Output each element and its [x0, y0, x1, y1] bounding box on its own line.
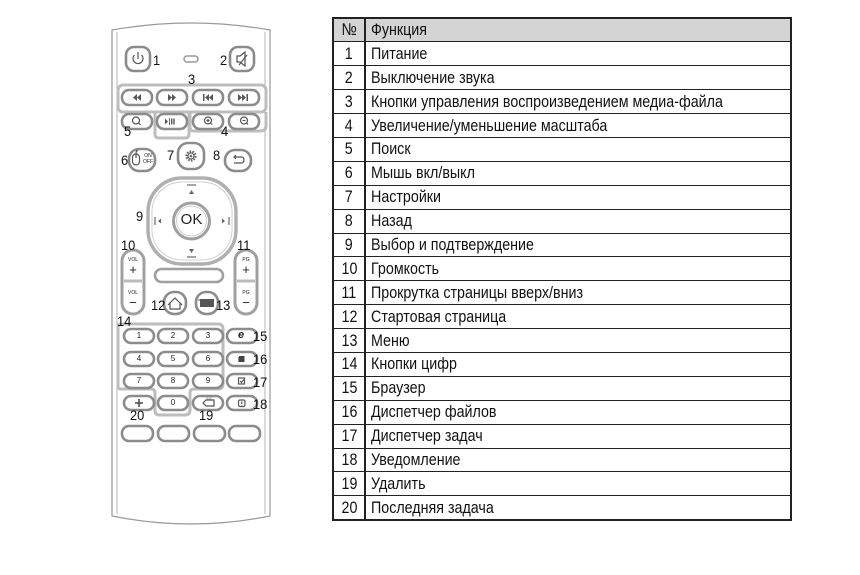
row-number: 14 [333, 352, 365, 376]
table-row [333, 209, 791, 233]
power-button[interactable] [126, 47, 150, 71]
row-number: 18 [333, 448, 365, 472]
row-function: Меню [365, 329, 791, 353]
ok-label: OK [180, 211, 203, 228]
pg-plus-icon: + [242, 262, 250, 277]
row-function: Кнопки управления воспроизведением медиа-файла [365, 90, 791, 114]
vol-minus-icon: − [129, 295, 137, 310]
next-button[interactable] [229, 90, 259, 105]
table-row [333, 281, 791, 305]
row-number: 1 [333, 42, 365, 66]
digit-label-8: 8 [170, 376, 176, 385]
row-function: Кнопки цифр [365, 352, 791, 376]
row-function: Выбор и подтверждение [365, 233, 791, 257]
row-number: 8 [333, 209, 365, 233]
callout-12: 12 [151, 297, 166, 313]
row-function: Браузер [365, 376, 791, 400]
row-function: Удалить [365, 472, 791, 496]
settings-button[interactable] [178, 143, 204, 169]
row-function: Настройки [365, 185, 791, 209]
row-function: Диспетчер файлов [365, 400, 791, 424]
header-function: Функция [365, 18, 791, 42]
digit-label-7: 7 [136, 376, 142, 385]
center-long-button[interactable] [155, 269, 223, 282]
digit-label-2: 2 [170, 331, 176, 340]
digit-label-6: 6 [205, 354, 211, 363]
callout-11: 11 [237, 237, 251, 253]
row-number: 10 [333, 257, 365, 281]
row-number: 11 [333, 281, 365, 305]
digit-label-0: 0 [170, 398, 176, 407]
callout-14: 14 [117, 313, 132, 329]
browser-icon: e [237, 329, 245, 341]
function-table [332, 17, 792, 521]
row-number: 6 [333, 161, 365, 185]
callout-1: 1 [153, 52, 161, 68]
table-row [333, 400, 791, 424]
callout-7: 7 [167, 147, 175, 163]
callout-17: 17 [253, 374, 268, 390]
table-row [333, 257, 791, 281]
mouse-on-label: ON [144, 153, 152, 159]
digit-label-9: 9 [205, 376, 211, 385]
color-key-3[interactable] [194, 426, 225, 441]
mute-button[interactable] [230, 47, 254, 71]
zoom-out-button[interactable] [229, 114, 259, 129]
table-row [333, 448, 791, 472]
back-button[interactable] [225, 150, 251, 171]
table-row [333, 376, 791, 400]
previous-button[interactable] [193, 90, 223, 105]
row-function: Увеличение/уменьшение масштаба [365, 114, 791, 138]
table-row [333, 66, 791, 90]
color-key-1[interactable] [122, 426, 153, 441]
table-row [333, 352, 791, 376]
row-function: Питание [365, 42, 791, 66]
remote-diagram [108, 20, 274, 530]
table-row [333, 90, 791, 114]
callout-18: 18 [253, 396, 268, 412]
led-indicator [184, 56, 198, 62]
table-row [333, 233, 791, 257]
callout-19: 19 [199, 407, 214, 423]
mouse-off-label: OFF [143, 159, 153, 165]
row-function: Выключение звука [365, 66, 791, 90]
row-function: Стартовая страница [365, 305, 791, 329]
row-function: Громкость [365, 257, 791, 281]
menu-icon [199, 299, 215, 307]
pg-up-label: PG [242, 257, 250, 263]
rewind-button[interactable] [122, 90, 152, 105]
row-number: 20 [333, 496, 365, 520]
row-function: Диспетчер задач [365, 424, 791, 448]
row-number: 12 [333, 305, 365, 329]
callout-15: 15 [253, 328, 268, 344]
home-button[interactable] [164, 292, 186, 314]
table-header-row [333, 18, 791, 42]
callout-10: 10 [121, 237, 136, 253]
zoom-in-button[interactable] [193, 114, 223, 129]
color-key-4[interactable] [229, 426, 260, 441]
digit-label-1: 1 [136, 331, 142, 340]
row-function: Уведомление [365, 448, 791, 472]
row-number: 17 [333, 424, 365, 448]
callout-9: 9 [136, 208, 144, 224]
table-row [333, 114, 791, 138]
color-key-2[interactable] [158, 426, 189, 441]
play-pause-button[interactable] [157, 114, 187, 129]
pg-down-label: PG [242, 290, 250, 296]
callout-13: 13 [216, 297, 231, 313]
digit-label-3: 3 [205, 331, 211, 340]
table-row [333, 472, 791, 496]
vol-down-label: VOL [127, 290, 138, 296]
row-function: Прокрутка страницы вверх/вниз [365, 281, 791, 305]
table-row [333, 424, 791, 448]
vol-plus-icon: + [129, 262, 137, 277]
callout-6: 6 [121, 152, 129, 168]
row-number: 3 [333, 90, 365, 114]
table-row [333, 329, 791, 353]
row-function: Поиск [365, 137, 791, 161]
row-number: 15 [333, 376, 365, 400]
header-number: № [333, 18, 365, 42]
row-number: 4 [333, 114, 365, 138]
row-function: Мышь вкл/выкл [365, 161, 791, 185]
row-number: 19 [333, 472, 365, 496]
callout-4: 4 [221, 123, 229, 139]
callout-3: 3 [188, 71, 196, 87]
table-row [333, 161, 791, 185]
table-row [333, 305, 791, 329]
digit-label-4: 4 [136, 354, 142, 363]
fast-forward-button[interactable] [157, 90, 187, 105]
row-number: 2 [333, 66, 365, 90]
menu-button[interactable] [196, 292, 218, 314]
row-number: 7 [333, 185, 365, 209]
callout-20: 20 [130, 407, 145, 423]
row-number: 16 [333, 400, 365, 424]
vol-up-label: VOL [127, 257, 138, 263]
callout-5: 5 [124, 123, 132, 139]
table-row [333, 137, 791, 161]
pg-minus-icon: − [242, 295, 250, 310]
row-number: 5 [333, 137, 365, 161]
table-row [333, 42, 791, 66]
row-number: 9 [333, 233, 365, 257]
digit-label-5: 5 [170, 354, 176, 363]
row-number: 13 [333, 329, 365, 353]
callout-8: 8 [213, 147, 221, 163]
table-row [333, 496, 791, 520]
row-function: Назад [365, 209, 791, 233]
callout-16: 16 [253, 351, 268, 367]
callout-2: 2 [220, 52, 228, 68]
row-function: Последняя задача [365, 496, 791, 520]
table-row [333, 185, 791, 209]
